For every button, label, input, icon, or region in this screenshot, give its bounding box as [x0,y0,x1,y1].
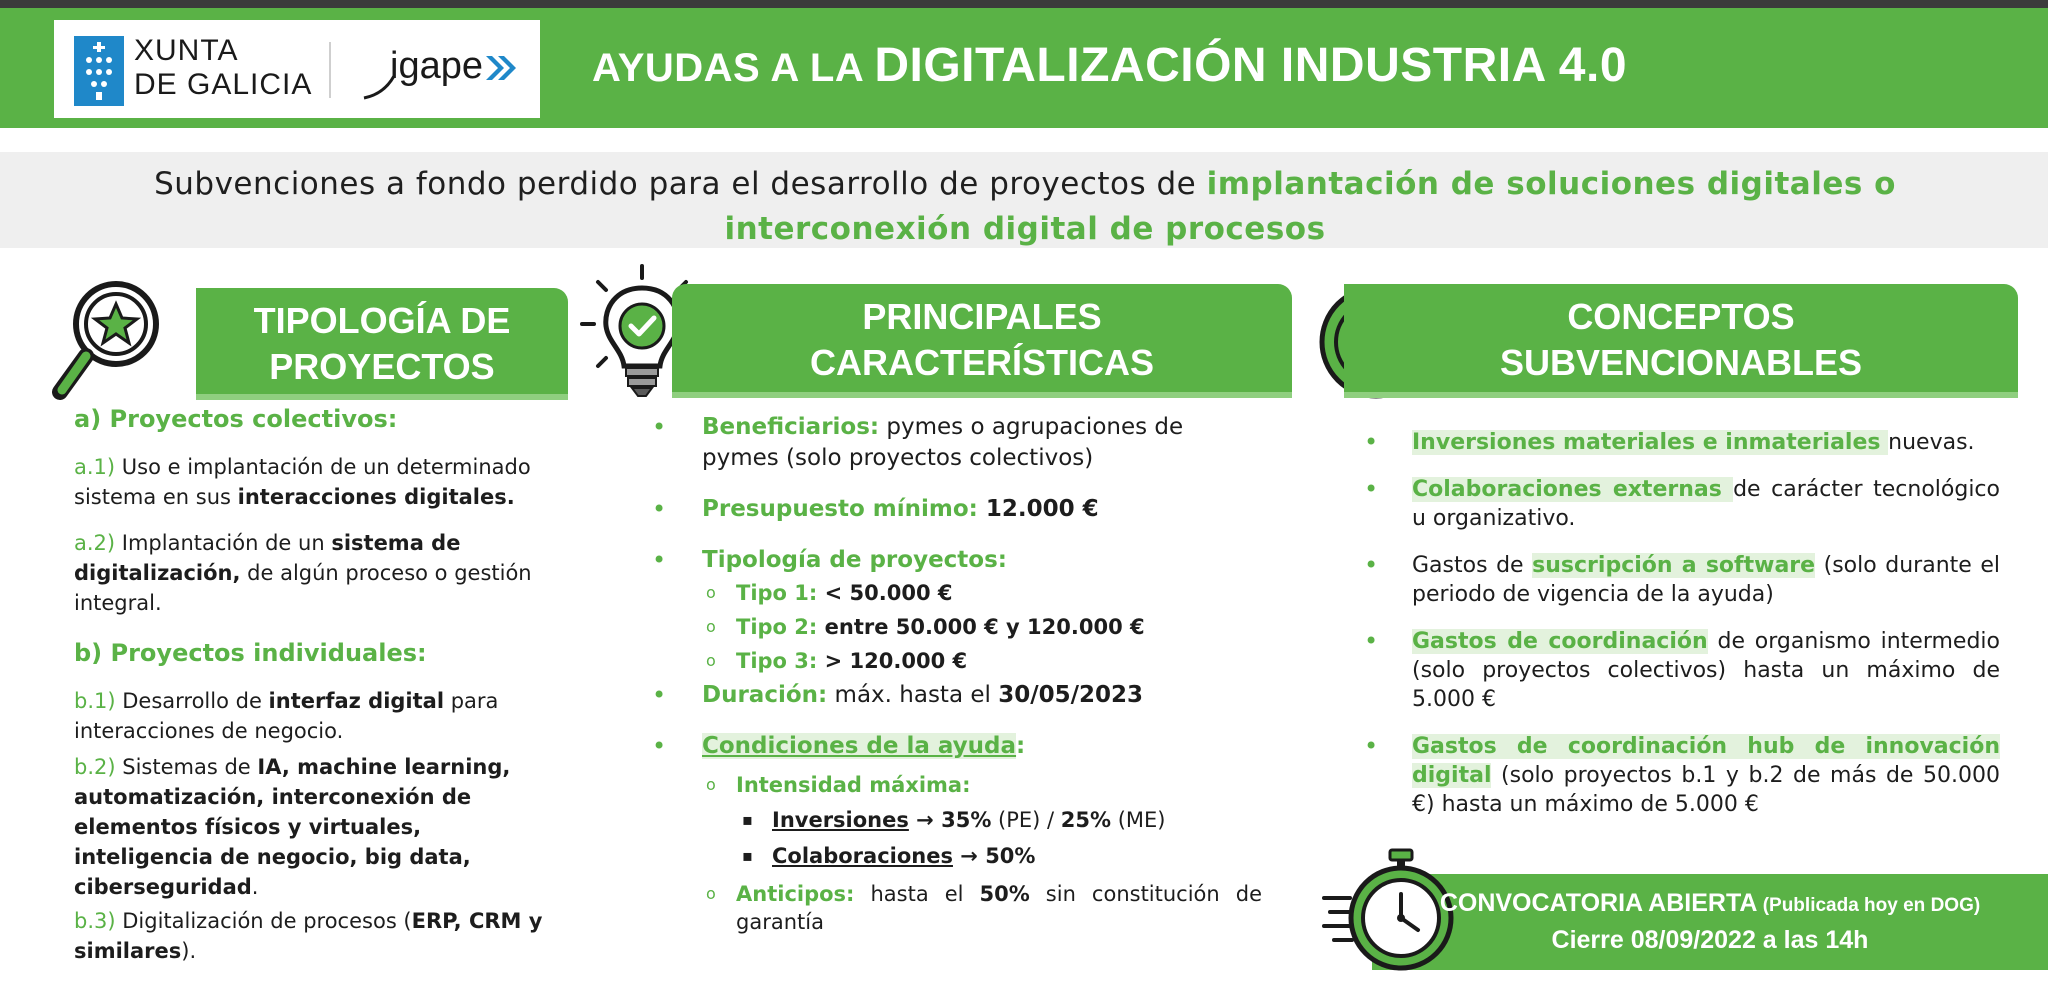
item-presupuesto: • Presupuesto mínimo: 12.000 € [646,494,1262,525]
xunta-logo-text: XUNTA DE GALICIA [134,34,313,101]
item-beneficiarios: • Beneficiarios: pymes o agrupaciones de pymes (solo proyectos colectivos) [646,412,1262,474]
item-gastos-coordinacion: • Gastos de coordinación de organismo intermedio (solo proyectos colectivos) hasta un máximo de 5.000 € [1356,627,2000,714]
item-inversiones: ▪ Inversiones → 35% (PE) / 25% (ME) [646,802,1262,838]
item-intensidad: o Intensidad máxima: [646,768,1262,802]
magnifier-star-icon [50,276,170,406]
heading-conceptos: CONCEPTOS SUBVENCIONABLES [1344,284,2018,398]
item-suscripcion-software: • Gastos de suscripción a software (solo durante el periodo de vigencia de la ayuda) [1356,551,2000,609]
item-tipo3: o Tipo 3: > 120.000 € [646,644,1262,678]
item-a2: a.2) Implantación de un sistema de digitalización, de algún proceso o gestión integral. [74,531,532,615]
logo-separator [329,42,331,98]
item-tipo1: o Tipo 1: < 50.000 € [646,576,1262,610]
item-condiciones: • Condiciones de la ayuda: [646,731,1262,762]
section-a-title: a) Proyectos colectivos: [74,405,398,433]
item-inversiones-materiales: • Inversiones materiales e inmateriales nuevas. [1356,428,2000,457]
subtitle-band [0,152,2048,248]
column-caracteristicas [646,412,1262,936]
item-anticipos: o Anticipos: hasta el 50% sin constitución de garantía [646,880,1262,936]
column-tipologia [74,404,564,966]
column-conceptos [1356,428,2000,819]
xunta-emblem-icon [74,36,124,106]
item-tipologia: • Tipología de proyectos: [646,545,1262,576]
section-b-title: b) Proyectos individuales: [74,639,427,667]
item-a1: a.1) Uso e implantación de un determinado sistema en sus interacciones digitales. [74,455,531,509]
top-border [0,0,2048,8]
subtitle-text: Subvenciones a fondo perdido para el desarrollo de proyectos de implantación de soluciones digitales o interconexión digital de procesos [154,166,1896,247]
igape-logo [354,36,524,106]
item-tipo2: o Tipo 2: entre 50.000 € y 120.000 € [646,610,1262,644]
item-b2: b.2) Sistemas de IA, machine learning, automatización, interconexión de elementos físicos y virtuales, inteligencia de negocio, big data, ciberseguridad. [74,755,511,899]
item-colaboraciones-externas: • Colaboraciones externas de carácter tecnológico u organizativo. [1356,475,2000,533]
convocatoria-cierre: Cierre 08/09/2022 a las 14h [1551,926,1869,954]
svg-text:igape: igape [390,45,483,87]
item-b3: b.3) Digitalización de procesos (ERP, CRM y similares). [74,909,543,963]
convocatoria-status: CONVOCATORIA ABIERTA [1439,889,1758,917]
item-b1: b.1) Desarrollo de interfaz digital para interacciones de negocio. [74,689,499,743]
item-hub-innovacion: • Gastos de coordinación hub de innovación digital (solo proyectos b.1 y b.2 de más de 50.000 €) hasta un máximo de 5.000 € [1356,732,2000,819]
item-colaboraciones: ▪ Colaboraciones → 50% [646,838,1262,874]
heading-caracteristicas: PRINCIPALES CARACTERÍSTICAS [672,284,1292,398]
heading-tipologia: TIPOLOGÍA DE PROYECTOS [196,288,568,400]
page-title: AYUDAS A LA DIGITALIZACIÓN INDUSTRIA 4.0 [592,39,1628,92]
item-duracion: • Duración: máx. hasta el 30/05/2023 [646,680,1262,711]
header-banner [0,8,2048,128]
logo-box [54,20,540,118]
convocatoria-note: (Publicada hoy en DOG) [1757,895,1981,916]
convocatoria-text [1372,886,2048,957]
